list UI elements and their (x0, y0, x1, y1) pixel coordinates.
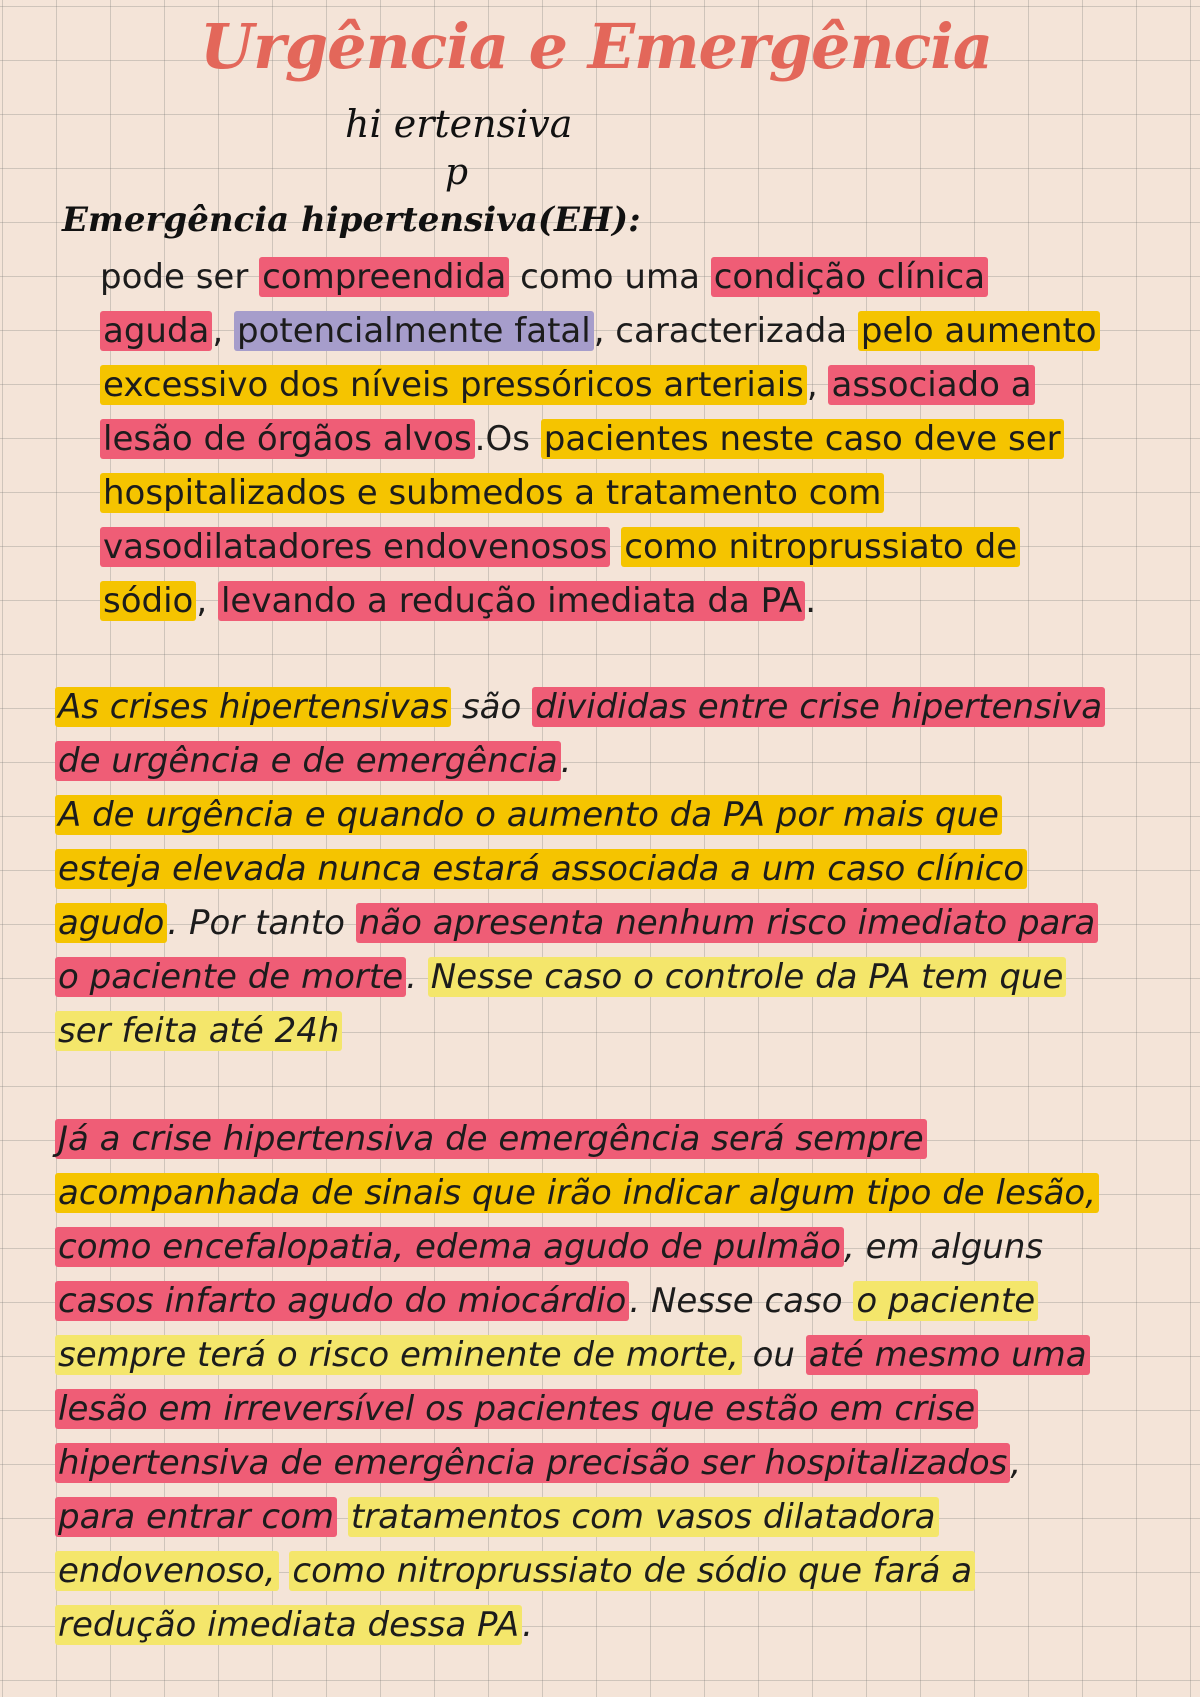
highlighted-text: o paciente (853, 1281, 1038, 1321)
text-line (55, 1490, 1099, 1544)
highlighted-text: compreendida (259, 257, 509, 297)
text-segment: , (1010, 1443, 1022, 1483)
text-line (100, 574, 1100, 628)
handwritten-subtitle-letter: p (445, 152, 469, 193)
text-segment: . Nesse caso (629, 1281, 854, 1321)
highlighted-text: esteja elevada nunca estará associada a um caso clínico (55, 849, 1027, 889)
text-line (55, 1220, 1099, 1274)
highlighted-text: até mesmo uma (806, 1335, 1090, 1375)
highlighted-text: como nitroprussiato de (621, 527, 1020, 567)
highlighted-text: sempre terá o risco eminente de morte, (55, 1335, 742, 1375)
page-title: Urgência e Emergência (200, 10, 993, 83)
text-line (100, 304, 1100, 358)
text-line (55, 1328, 1099, 1382)
highlighted-text: ser feita até 24h (55, 1011, 342, 1051)
text-line (55, 950, 1105, 1004)
highlighted-text: tratamentos com vasos dilatadora (348, 1497, 939, 1537)
highlighted-text: redução imediata dessa PA (55, 1605, 522, 1645)
highlighted-text: lesão de órgãos alvos (100, 419, 475, 459)
highlighted-text: Nesse caso o controle da PA tem que (428, 957, 1067, 997)
text-line (55, 680, 1105, 734)
highlighted-text: hipertensiva de emergência precisão ser hospitalizados (55, 1443, 1010, 1483)
text-line (55, 1166, 1099, 1220)
text-segment: . Por tanto (167, 903, 356, 943)
text-segment: , caracterizada (593, 311, 858, 351)
text-line (100, 520, 1100, 574)
highlighted-text: não apresenta nenhum risco imediato para (356, 903, 1098, 943)
text-segment: são (451, 687, 533, 727)
text-line (55, 1274, 1099, 1328)
highlighted-text: de urgência e de emergência (55, 741, 561, 781)
text-segment: . (522, 1605, 533, 1645)
text-line (100, 412, 1100, 466)
highlighted-text: aguda (100, 311, 212, 351)
highlighted-text: As crises hipertensivas (55, 687, 451, 727)
text-segment: pode ser (100, 257, 260, 297)
highlighted-text: casos infarto agudo do miocárdio (55, 1281, 629, 1321)
text-line (55, 1382, 1099, 1436)
highlighted-text: endovenoso, (55, 1551, 279, 1591)
text-line (55, 788, 1105, 842)
highlighted-text: associado a (828, 365, 1034, 405)
highlighted-text: pacientes neste caso deve ser (541, 419, 1064, 459)
text-line (55, 842, 1105, 896)
highlighted-text: excessivo dos níveis pressóricos arteriais (100, 365, 807, 405)
text-line (55, 1004, 1105, 1058)
paragraph-definition (100, 250, 1100, 628)
text-segment: , em alguns (843, 1227, 1044, 1267)
highlighted-text: acompanhada de sinais que irão indicar algum tipo de lesão, (55, 1173, 1099, 1213)
highlighted-text: sódio (100, 581, 196, 621)
highlighted-text: o paciente de morte (55, 957, 406, 997)
text-segment: . (805, 581, 817, 621)
highlighted-text: Já a crise hipertensiva de emergência será sempre (55, 1119, 927, 1159)
text-line (100, 250, 1100, 304)
text-segment (610, 527, 621, 567)
text-segment: , (196, 581, 218, 621)
text-segment: como uma (509, 257, 711, 297)
text-line (55, 1112, 1099, 1166)
highlighted-text: como nitroprussiato de sódio que fará a (289, 1551, 975, 1591)
text-segment: ou (741, 1335, 806, 1375)
handwritten-subtitle: hi ertensiva (345, 102, 573, 146)
highlighted-text: condição clínica (711, 257, 988, 297)
text-line (100, 466, 1100, 520)
text-line (55, 734, 1105, 788)
highlighted-text: levando a redução imediata da PA (218, 581, 805, 621)
highlighted-text: para entrar com (55, 1497, 337, 1537)
highlighted-text: A de urgência e quando o aumento da PA por mais que (55, 795, 1002, 835)
text-segment (279, 1551, 290, 1591)
text-segment: , (806, 365, 829, 405)
section-heading: Emergência hipertensiva(EH): (62, 200, 641, 240)
text-line (100, 358, 1100, 412)
text-line (55, 896, 1105, 950)
text-segment: . (406, 957, 428, 997)
text-segment: . (560, 741, 572, 781)
text-line (55, 1598, 1099, 1652)
highlighted-text: potencialmente fatal (234, 311, 594, 351)
text-segment: .Os (474, 419, 541, 459)
highlighted-text: divididas entre crise hipertensiva (532, 687, 1105, 727)
text-line (55, 1544, 1099, 1598)
highlighted-text: lesão em irreversível os pacientes que estão em crise (55, 1389, 978, 1429)
text-line (55, 1436, 1099, 1490)
paragraph-emergency (55, 1112, 1099, 1652)
paragraph-urgency (55, 680, 1105, 1058)
text-segment: , (212, 311, 235, 351)
highlighted-text: como encefalopatia, edema agudo de pulmão (55, 1227, 844, 1267)
highlighted-text: agudo (55, 903, 167, 943)
text-segment (337, 1497, 348, 1537)
highlighted-text: vasodilatadores endovenosos (100, 527, 610, 567)
highlighted-text: pelo aumento (858, 311, 1100, 351)
highlighted-text: hospitalizados e submedos a tratamento com (100, 473, 884, 513)
